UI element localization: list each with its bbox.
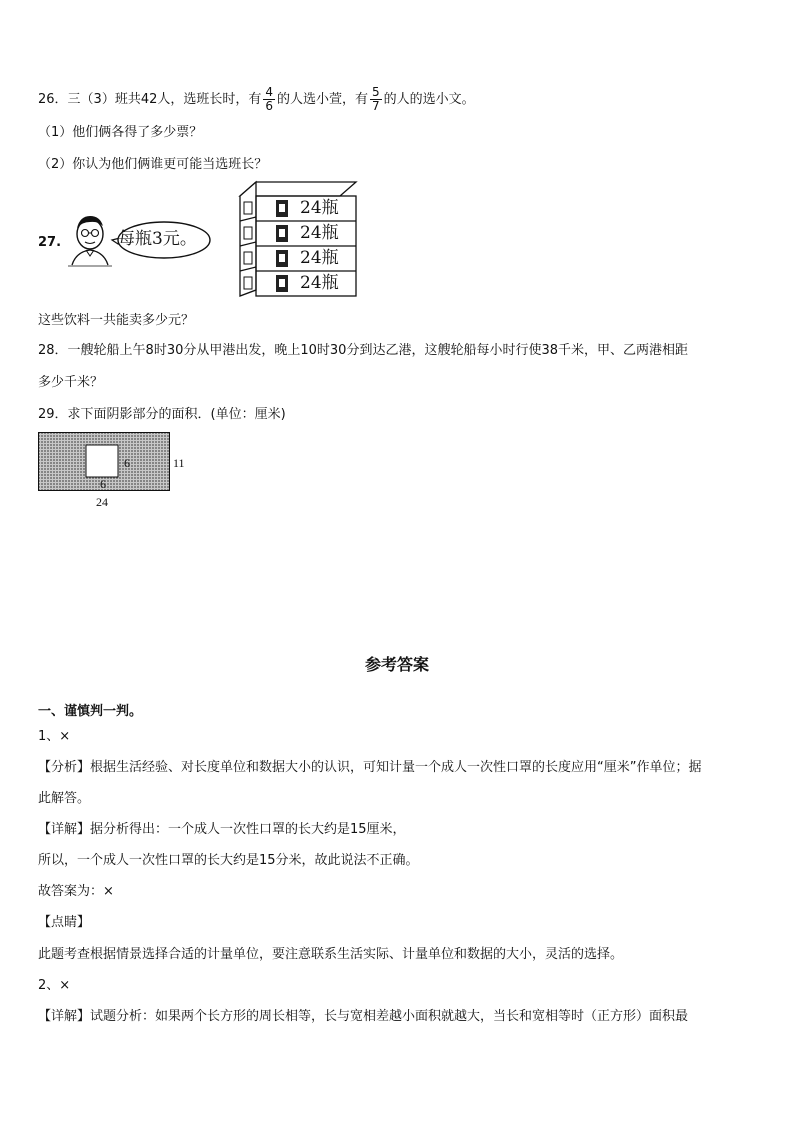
answer-1-comment: 此题考查根据情景选择合适的计量单位，要注意联系生活实际、计量单位和数据的大小，灵活的选择。	[38, 947, 624, 962]
box-label-4: 24瓶	[300, 273, 339, 293]
q26-sub2: （2）你认为他们俩谁更可能当选班长？	[38, 157, 268, 172]
height-label: 11	[173, 456, 185, 470]
square-bottom-label: 6	[100, 477, 106, 491]
q28-line1: 28．一艘轮船上午8时30分从甲港出发，晚上10时30分到达乙港，这艘轮船每小时行使38千米，甲、乙两港相距	[38, 343, 688, 358]
drink-boxes-stack	[236, 180, 360, 298]
q26-sub1: （1）他们俩各得了多少票？	[38, 125, 203, 140]
width-label: 24	[96, 495, 108, 509]
square-side-label: 6	[124, 456, 130, 470]
q28-line2: 多少千米？	[38, 375, 104, 390]
q29-text: 29．求下面阴影部分的面积．(单位：厘米)	[38, 407, 286, 422]
answer-1-comment-head: 【点睛】	[38, 915, 91, 930]
answer-1-head: 1、×	[38, 729, 71, 744]
question-26	[38, 86, 475, 113]
q27-question: 这些饮料一共能卖多少元？	[38, 313, 195, 328]
q26-suffix: 的人的选小文。	[383, 92, 475, 107]
answer-2-detail: 【详解】试题分析：如果两个长方形的周长相等，长与宽相差越小面积就越大，当长和宽相等时（正方形）面积最	[38, 1009, 689, 1024]
answer-1-detail: 【详解】据分析得出：一个成人一次性口罩的长大约是15厘米，	[38, 822, 406, 837]
box-label-2: 24瓶	[300, 223, 339, 243]
section-heading: 一、谨慎判一判。	[38, 704, 143, 719]
answer-1-answer: 故答案为：×	[38, 884, 114, 899]
fraction-5-7: $\frac{5}{7}$	[372, 85, 380, 113]
answer-2-head: 2、×	[38, 978, 71, 993]
answers-title: 参考答案	[364, 655, 429, 674]
answer-1-analysis: 【分析】根据生活经验、对长度单位和数据大小的认识，可知计量一个成人一次性口罩的长度应用“厘米”作单位；据	[38, 760, 702, 775]
answer-1-analysis-cont: 此解答。	[38, 791, 91, 806]
box-label-1: 24瓶	[300, 198, 339, 218]
speech-bubble-text: 每瓶3元。	[118, 229, 197, 249]
fraction-4-6: $\frac{4}{6}$	[265, 85, 273, 113]
q26-prefix: 26．三（3）班共42人，选班长时，有	[38, 92, 262, 107]
answer-1-detail-cont: 所以，一个成人一次性口罩的长大约是15分米，故此说法不正确。	[38, 853, 419, 868]
q27-number: 27.	[38, 235, 62, 250]
q26-middle: 的人选小萱，有	[277, 92, 369, 107]
box-label-3: 24瓶	[300, 248, 339, 268]
